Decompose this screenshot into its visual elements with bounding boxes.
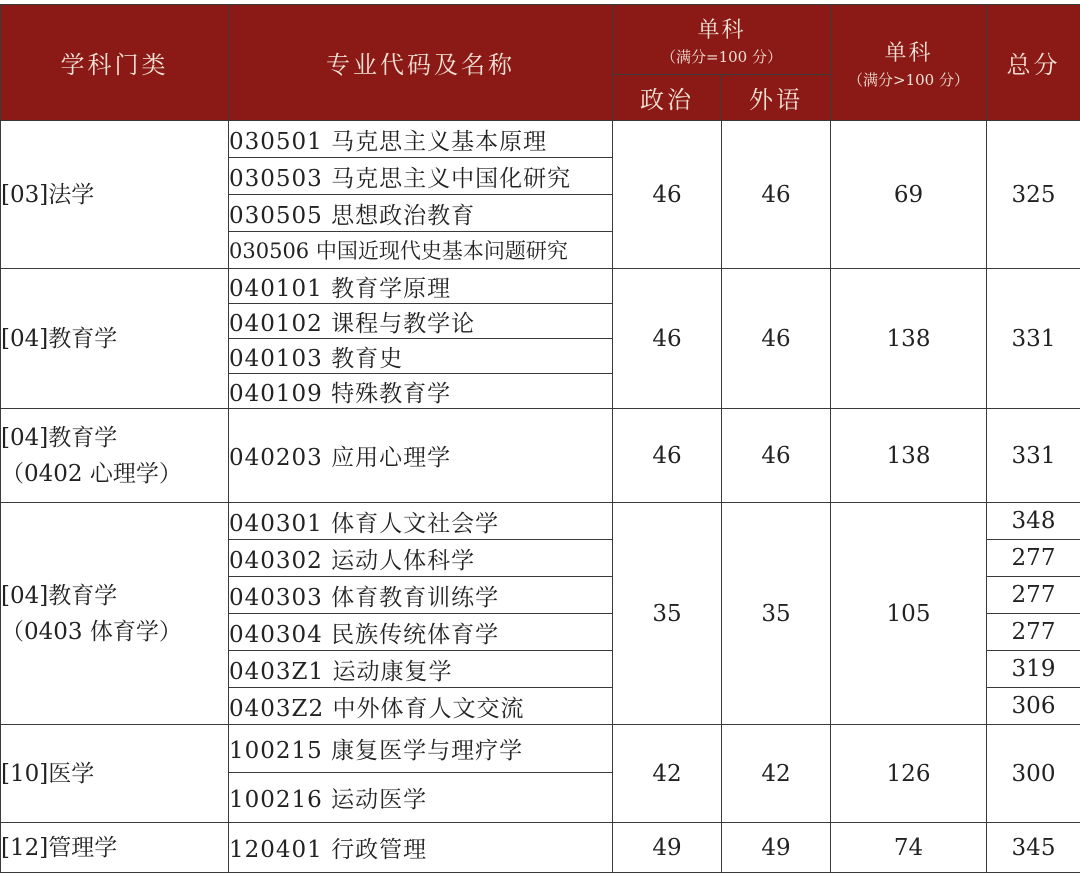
header-foreign: 外语 [722, 75, 831, 121]
politics-score: 49 [613, 823, 722, 873]
category-cell [1, 503, 229, 725]
header-single-b-note: （满分>100 分） [831, 69, 986, 90]
foreign-score: 49 [722, 823, 831, 873]
header-single-a-note: （满分=100 分） [613, 46, 830, 67]
header-single-b [831, 5, 987, 121]
single-score: 69 [831, 121, 987, 269]
foreign-score: 46 [722, 269, 831, 409]
politics-score: 46 [613, 269, 722, 409]
major-cell: 030501 马克思主义基本原理 [229, 121, 613, 158]
politics-score: 42 [613, 725, 722, 823]
total-score: 325 [987, 121, 1080, 269]
major-cell: 100215 康复医学与理疗学 [229, 725, 613, 773]
major-cell: 0403Z2 中外体育人文交流 [229, 688, 613, 725]
header-category: 学科门类 [1, 5, 229, 121]
major-cell: 0403Z1 运动康复学 [229, 651, 613, 688]
single-score: 126 [831, 725, 987, 823]
major-cell: 040301 体育人文社会学 [229, 503, 613, 540]
category-cell [1, 121, 229, 269]
major-cell: 100216 运动医学 [229, 773, 613, 823]
major-cell: 030503 马克思主义中国化研究 [229, 158, 613, 195]
category-line: [10]医学 [1, 756, 228, 792]
total-score: 306 [987, 688, 1080, 725]
total-score: 345 [987, 823, 1080, 873]
major-cell: 040203 应用心理学 [229, 409, 613, 503]
total-score: 331 [987, 269, 1080, 409]
header-major: 专业代码及名称 [229, 5, 613, 121]
major-cell: 040304 民族传统体育学 [229, 614, 613, 651]
major-cell: 120401 行政管理 [229, 823, 613, 873]
major-cell: 040103 教育史 [229, 339, 613, 374]
header-single-a [613, 5, 831, 75]
single-score: 138 [831, 409, 987, 503]
major-cell: 040102 课程与教学论 [229, 304, 613, 339]
major-cell: 040109 特殊教育学 [229, 374, 613, 409]
header-total: 总分 [987, 5, 1080, 121]
foreign-score: 46 [722, 409, 831, 503]
single-score: 138 [831, 269, 987, 409]
politics-score: 35 [613, 503, 722, 725]
foreign-score: 46 [722, 121, 831, 269]
category-cell [1, 725, 229, 823]
category-line: [04]教育学 [1, 420, 228, 456]
single-score: 105 [831, 503, 987, 725]
total-score: 319 [987, 651, 1080, 688]
foreign-score: 35 [722, 503, 831, 725]
major-cell: 040302 运动人体科学 [229, 540, 613, 577]
major-cell: 040101 教育学原理 [229, 269, 613, 304]
total-score: 331 [987, 409, 1080, 503]
total-score: 348 [987, 503, 1080, 540]
total-score: 300 [987, 725, 1080, 823]
category-line: [04]教育学 [1, 321, 228, 357]
category-line: [03]法学 [1, 177, 228, 213]
foreign-score: 42 [722, 725, 831, 823]
header-politics: 政治 [613, 75, 722, 121]
category-line: [12]管理学 [1, 830, 228, 866]
category-cell [1, 823, 229, 873]
category-cell [1, 409, 229, 503]
major-cell: 030505 思想政治教育 [229, 195, 613, 232]
category-subline: （0403 体育学） [1, 614, 228, 650]
category-subline: （0402 心理学） [1, 456, 228, 492]
single-score: 74 [831, 823, 987, 873]
category-line: [04]教育学 [1, 578, 228, 614]
category-cell [1, 269, 229, 409]
total-score: 277 [987, 614, 1080, 651]
total-score: 277 [987, 577, 1080, 614]
politics-score: 46 [613, 121, 722, 269]
header-single-b-title: 单科 [831, 36, 986, 67]
total-score: 277 [987, 540, 1080, 577]
header-single-a-title: 单科 [613, 13, 830, 44]
major-cell: 040303 体育教育训练学 [229, 577, 613, 614]
major-cell: 030506 中国近现代史基本问题研究 [229, 232, 613, 269]
politics-score: 46 [613, 409, 722, 503]
score-table [0, 4, 1080, 873]
